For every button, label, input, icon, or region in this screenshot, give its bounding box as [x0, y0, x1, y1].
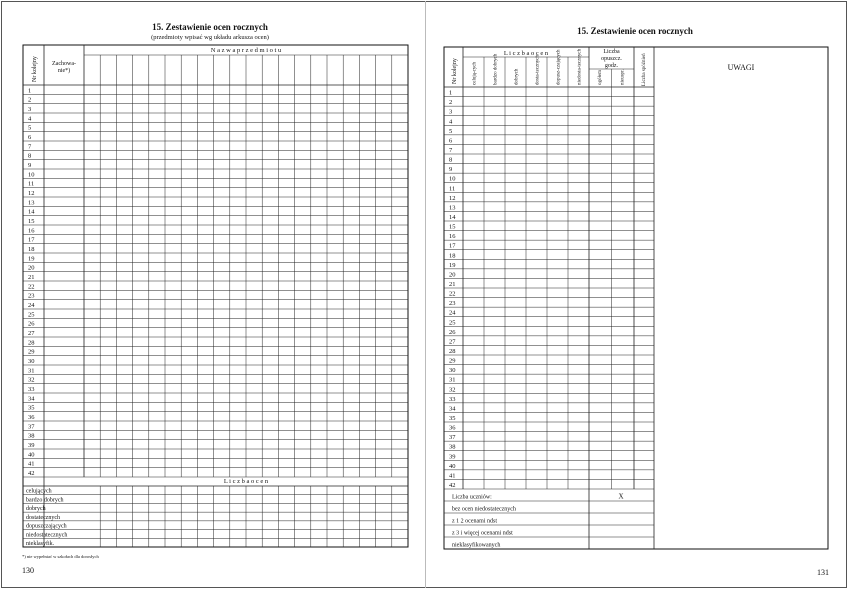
row-number: 6	[28, 134, 32, 141]
row-number: 27	[28, 330, 35, 337]
row-number: 37	[28, 423, 35, 431]
row-number: 28	[449, 348, 456, 355]
absence-header-text: godz.	[604, 63, 619, 69]
behavior-header-text: Zachowa-	[52, 61, 76, 67]
row-number: 16	[28, 227, 35, 235]
grade-row-label: bardzo dobrych	[26, 497, 64, 504]
row-number: 21	[449, 281, 456, 288]
row-number: 41	[28, 460, 35, 468]
row-number: 33	[28, 386, 35, 393]
row-number: 23	[28, 292, 35, 300]
behavior-header-text: nie*)	[57, 68, 71, 74]
row-number: 34	[28, 395, 35, 403]
row-number: 23	[449, 300, 456, 308]
row-number: 2	[449, 99, 453, 107]
row-number: 20	[28, 264, 35, 272]
row-number: 1	[28, 87, 32, 95]
row-number: 21	[28, 274, 35, 281]
nr-header-text: Nr kolejny	[32, 56, 38, 82]
row-number: 22	[449, 290, 456, 298]
row-number: 2	[28, 96, 32, 104]
row-number: 12	[28, 190, 35, 197]
row-number: 32	[449, 386, 456, 394]
row-number: 17	[449, 242, 456, 250]
summary-mark: X	[618, 492, 624, 501]
absence-column-label: nieuspr.	[620, 69, 626, 85]
row-number: 9	[28, 162, 32, 169]
row-number: 8	[28, 152, 32, 160]
right-grade-table	[444, 47, 828, 549]
row-number: 17	[28, 236, 35, 244]
row-number: 25	[28, 311, 35, 319]
row-number: 12	[449, 194, 456, 202]
row-number: 41	[449, 472, 456, 480]
grades-header-text: L i c z b a o c e n	[503, 50, 549, 57]
row-number: 7	[449, 147, 453, 154]
row-number: 32	[28, 376, 35, 384]
row-number: 38	[449, 443, 456, 451]
row-number: 29	[28, 348, 35, 356]
row-number: 15	[28, 218, 35, 225]
grade-column-label: dobrych	[514, 68, 520, 85]
grade-row-label: dopuszczających	[26, 523, 67, 530]
row-number: 40	[449, 462, 456, 470]
late-column-label: Liczba spóźnień	[642, 53, 647, 86]
row-number: 15	[449, 223, 456, 231]
row-number: 19	[449, 261, 456, 269]
row-number: 31	[449, 376, 456, 384]
row-number: 14	[28, 208, 35, 216]
row-number: 18	[28, 246, 35, 253]
row-number: 24	[28, 302, 35, 309]
row-number: 11	[449, 185, 456, 193]
row-number: 26	[28, 320, 35, 328]
row-number: 14	[449, 214, 456, 221]
row-number: 5	[28, 124, 32, 132]
row-number: 10	[449, 175, 456, 183]
row-number: 36	[449, 424, 456, 432]
absence-header-text: Liczba	[603, 49, 620, 55]
row-number: 27	[449, 338, 456, 346]
remarks-header-text: UWAGI	[727, 63, 755, 72]
left-table-border	[23, 45, 408, 547]
row-number: 34	[449, 405, 456, 413]
row-number: 33	[449, 395, 456, 403]
row-number: 37	[449, 434, 456, 442]
row-number: 26	[449, 328, 456, 336]
left-page-subtitle: (przedmioty wpisać wg układu arkusza ocen)	[151, 34, 269, 41]
row-number: 42	[449, 482, 456, 489]
grade-column-label: celują-cych	[472, 61, 478, 85]
left-grade-table	[23, 45, 408, 547]
row-number: 38	[28, 432, 35, 440]
right-table-border	[444, 47, 828, 549]
row-number: 39	[449, 453, 456, 461]
row-number: 9	[449, 166, 453, 174]
row-number: 1	[449, 89, 453, 97]
grade-row-label: niedostatecznych	[26, 532, 68, 539]
right-page-number: 131	[817, 568, 829, 577]
left-page-number: 130	[22, 566, 34, 575]
row-number: 5	[449, 127, 453, 135]
row-number: 3	[28, 106, 32, 113]
row-number: 7	[28, 143, 32, 151]
row-number: 19	[28, 255, 35, 263]
grade-row-label: dostatecznych	[26, 514, 60, 521]
row-number: 10	[28, 171, 35, 179]
left-page-title: 15. Zestawienie ocen rocznych	[152, 22, 268, 32]
row-number: 18	[449, 252, 456, 260]
subjects-header-text: N a z w a p r z e d m i o t u	[210, 47, 282, 54]
grade-column-label: bardzo dobrych	[493, 53, 499, 85]
row-number: 39	[28, 442, 35, 449]
row-number: 31	[28, 367, 35, 375]
row-number: 8	[449, 156, 453, 164]
summary-row-label: Liczba uczniów:	[452, 494, 492, 501]
row-number: 35	[449, 415, 456, 422]
row-number: 36	[28, 414, 35, 421]
row-number: 13	[449, 204, 456, 212]
grade-column-label: dopusz-czających	[556, 49, 562, 85]
row-number: 28	[28, 339, 35, 347]
row-number: 16	[449, 233, 456, 241]
row-number: 6	[449, 137, 453, 145]
summary-row-label: z 3 i więcej ocenami ndst	[452, 530, 513, 537]
grade-column-label: niedosta-tecznych	[577, 48, 583, 85]
absence-column-label: ogółem	[598, 70, 603, 85]
row-number: 29	[449, 357, 456, 365]
grade-row-label: celujących	[26, 488, 52, 495]
row-number: 3	[449, 108, 453, 116]
row-number: 20	[449, 271, 456, 279]
row-number: 25	[449, 319, 456, 327]
row-number: 4	[449, 118, 453, 126]
row-number: 24	[449, 309, 456, 317]
left-footnote: *) nie wypełniać w szkołach dla dorosłych	[22, 554, 99, 559]
grade-row-label: nieklasyfik.	[26, 541, 55, 547]
row-number: 30	[28, 358, 35, 365]
row-number: 30	[449, 367, 456, 375]
row-number: 4	[28, 115, 32, 123]
grades-header-text: L i c z b a o c e n	[223, 478, 269, 485]
row-number: 22	[28, 283, 35, 291]
nr-header-text: Nr kolejny	[452, 58, 458, 84]
summary-row-label: z 1 2 ocenami ndst	[452, 518, 497, 525]
grade-row-label: dobrych	[26, 506, 46, 513]
right-page-title: 15. Zestawienie ocen rocznych	[577, 26, 693, 36]
row-number: 35	[28, 404, 35, 412]
summary-row-label: bez ocen niedostatecznych	[452, 506, 516, 513]
grade-column-label: dosta-tecznych	[535, 55, 541, 85]
summary-row-label: nieklasyfikowanych	[452, 542, 501, 549]
row-number: 11	[28, 180, 35, 188]
row-number: 13	[28, 199, 35, 207]
row-number: 40	[28, 451, 35, 459]
row-number: 42	[28, 470, 35, 477]
absence-header-text: opuszcz.	[601, 56, 622, 62]
